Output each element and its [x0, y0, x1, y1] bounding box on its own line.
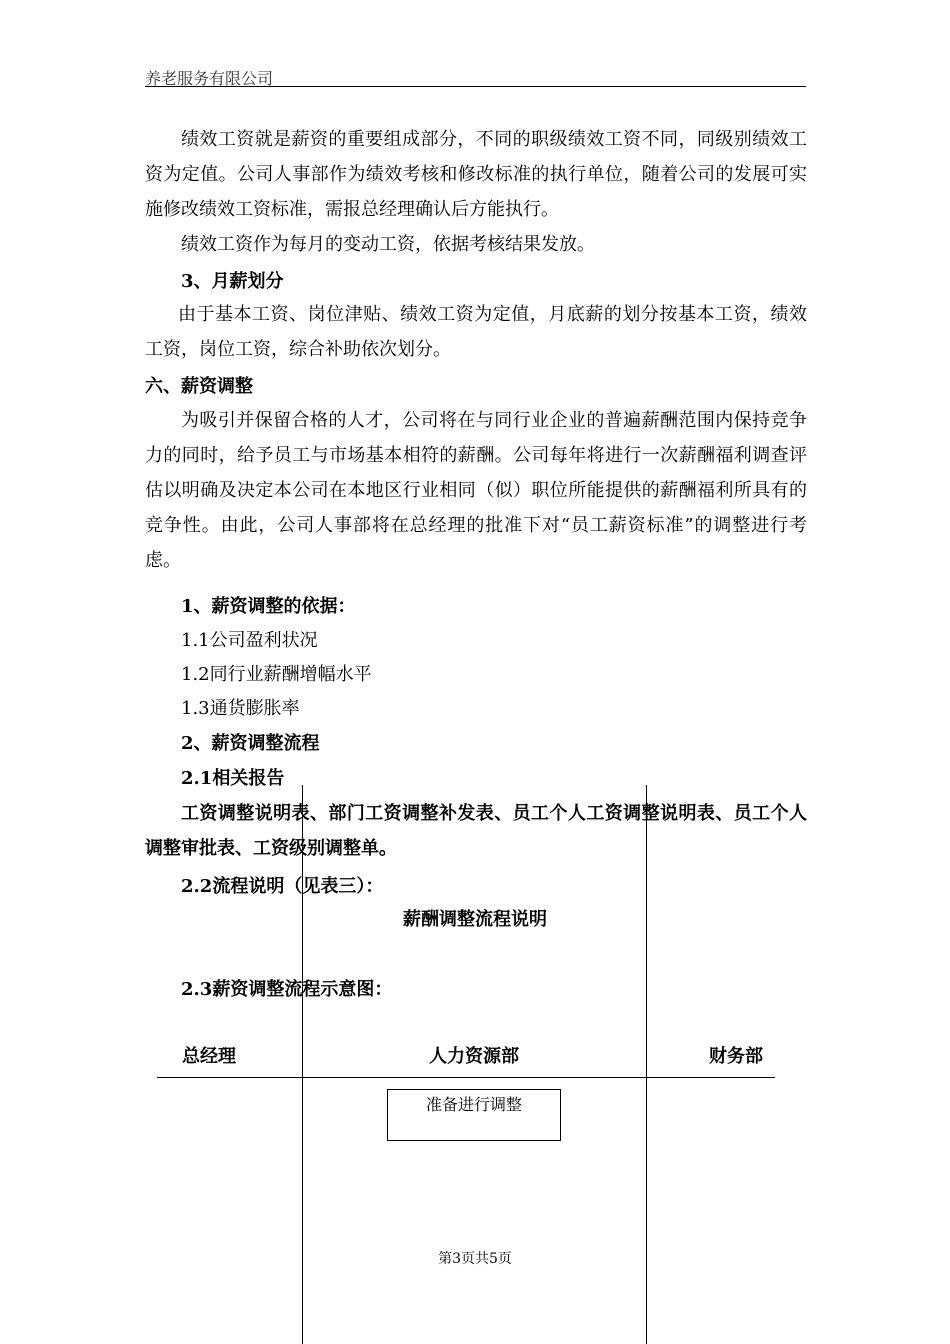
paragraph-report-list: 工资调整说明表、部门工资调整补发表、员工个人工资调整说明表、员工个人调整审批表、工资级别调整单。 [145, 803, 807, 859]
paragraph-adjustment-policy: 为吸引并保留合格的人才，公司将在与同行业企业的普遍薪酬范围内保持竞争力的同时，给予员工与市场基本相符的薪酬。公司每年将进行一次薪酬福利调查评估以明确及决定本公司在本地区行业相同（似）职位所能提供的薪酬福利所具有的竞争性。由此，公司人事部将在总经理的批准下对“员工薪资标准”的调整进行考虑。 [145, 410, 807, 571]
lane-general-manager: 总经理 [182, 1046, 236, 1067]
heading-process-diagram: 2.3薪资调整流程示意图： [181, 979, 393, 1000]
heading-adjustment-basis: 1、薪资调整的依据： [181, 596, 356, 617]
basis-item-inflation: 1.3通货膨胀率 [181, 698, 300, 719]
table-title: 薪酬调整流程说明 [403, 909, 547, 930]
paragraph-monthly-division: 由于基本工资、岗位津贴、绩效工资为定值，月底薪的划分按基本工资，绩效工资，岗位工资，综合补助依次划分。 [145, 304, 807, 360]
heading-related-reports: 2.1相关报告 [181, 768, 285, 789]
company-header: 养老服务有限公司 [145, 69, 274, 88]
basis-item-profit: 1.1公司盈利状况 [181, 630, 318, 651]
flow-step-label: 准备进行调整 [425, 1095, 522, 1114]
heading-salary-adjustment: 六、薪资调整 [145, 376, 253, 397]
paragraph-performance-variable: 绩效工资作为每月的变动工资，依据考核结果发放。 [181, 234, 595, 255]
heading-adjustment-process: 2、薪资调整流程 [181, 733, 320, 754]
heading-monthly-pay-division: 3、月薪划分 [181, 271, 284, 292]
lane-finance-department: 财务部 [709, 1046, 763, 1067]
flow-step-prepare-adjustment [387, 1089, 561, 1141]
page-number: 第3页共5页 [438, 1251, 512, 1267]
heading-process-description: 2.2流程说明（见表三）： [181, 876, 384, 897]
paragraph-performance-pay: 绩效工资就是薪资的重要组成部分，不同的职级绩效工资不同，同级别绩效工资为定值。公司人事部作为绩效考核和修改标准的执行单位，随着公司的发展可实施修改绩效工资标准，需报总经理确认后方能执行。 [145, 129, 807, 220]
lane-hr-department: 人力资源部 [429, 1046, 519, 1067]
swimlane-header-rule [157, 1077, 775, 1078]
header-rule [145, 86, 806, 87]
basis-item-industry: 1.2同行业薪酬增幅水平 [181, 664, 372, 685]
